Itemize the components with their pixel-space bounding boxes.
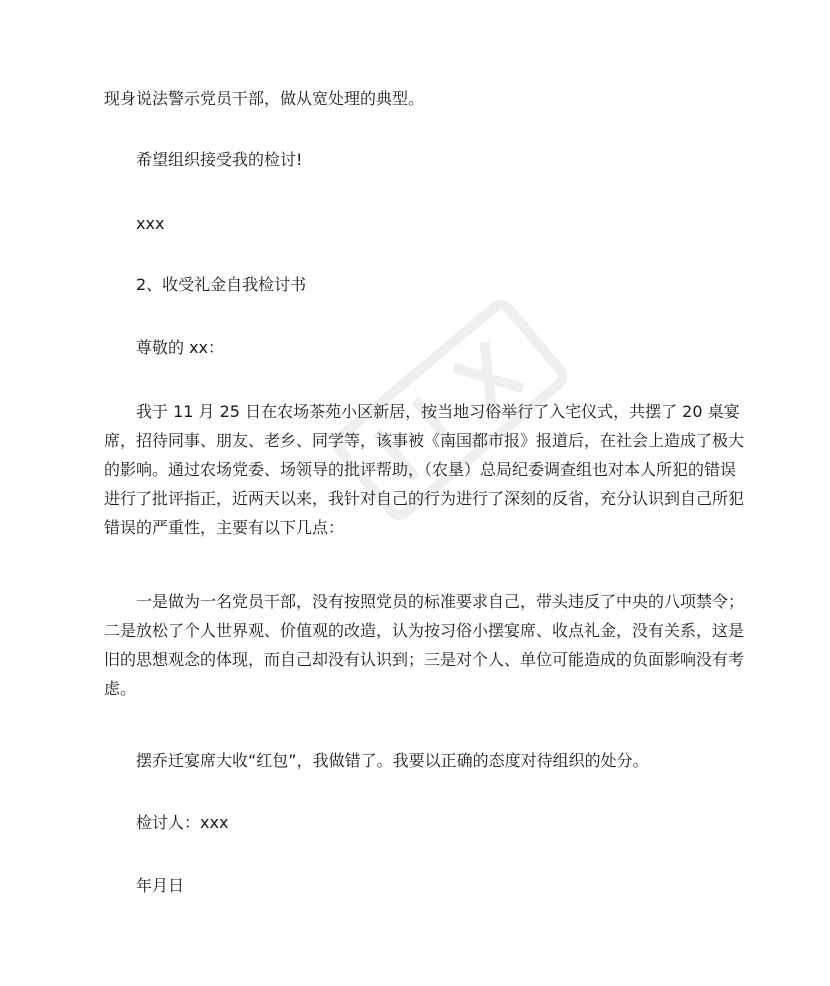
paragraph-line: 席，招待同事、朋友、老乡、同学等，该事被《南国都市报》报道后，在社会上造成了极大 <box>104 431 745 450</box>
signature-placeholder: xxx <box>136 214 165 233</box>
paragraph-line: 我于 11 月 25 日在农场茶苑小区新居，按当地习俗举行了入宅仪式，共摆了 20 桌宴 <box>136 402 740 421</box>
paragraph-points <box>104 587 745 703</box>
paragraph-incident <box>104 397 745 542</box>
date-line: 年月日 <box>136 876 185 895</box>
paragraph-line: 进行了批评指正，近两天以来，我针对自己的行为进行了深刻的反省，充分认识到自己所犯 <box>104 489 745 508</box>
paragraph-admission: 摆乔迁宴席大收“红包”，我做错了。我要以正确的态度对待组织的处分。 <box>136 751 649 770</box>
paragraph-line: 一是做为一名党员干部，没有按照党员的标准要求自己，带头违反了中央的八项禁令； <box>136 592 745 611</box>
paragraph-line: 虑。 <box>104 679 137 698</box>
section-heading: 2、收受礼金自我检讨书 <box>136 275 307 294</box>
paragraph-line: 错误的严重性，主要有以下几点： <box>104 518 345 537</box>
paragraph-line: 旧的思想观念的体现，而自己却没有认识到；三是对个人、单位可能造成的负面影响没有考 <box>104 650 745 669</box>
paragraph-request: 希望组织接受我的检讨! <box>136 150 303 169</box>
paragraph-closing-line: 现身说法警示党员干部，做从宽处理的典型。 <box>104 89 425 108</box>
salutation: 尊敬的 xx： <box>136 338 225 357</box>
paragraph-line: 二是放松了个人世界观、价值观的改造，认为按习俗小摆宴席、收点礼金，没有关系，这是 <box>104 621 745 640</box>
paragraph-line: 的影响。通过农场党委、场领导的批评帮助，（农垦）总局纪委调查组也对本人所犯的错误 <box>104 460 737 479</box>
signature-line: 检讨人：xxx <box>136 813 229 832</box>
